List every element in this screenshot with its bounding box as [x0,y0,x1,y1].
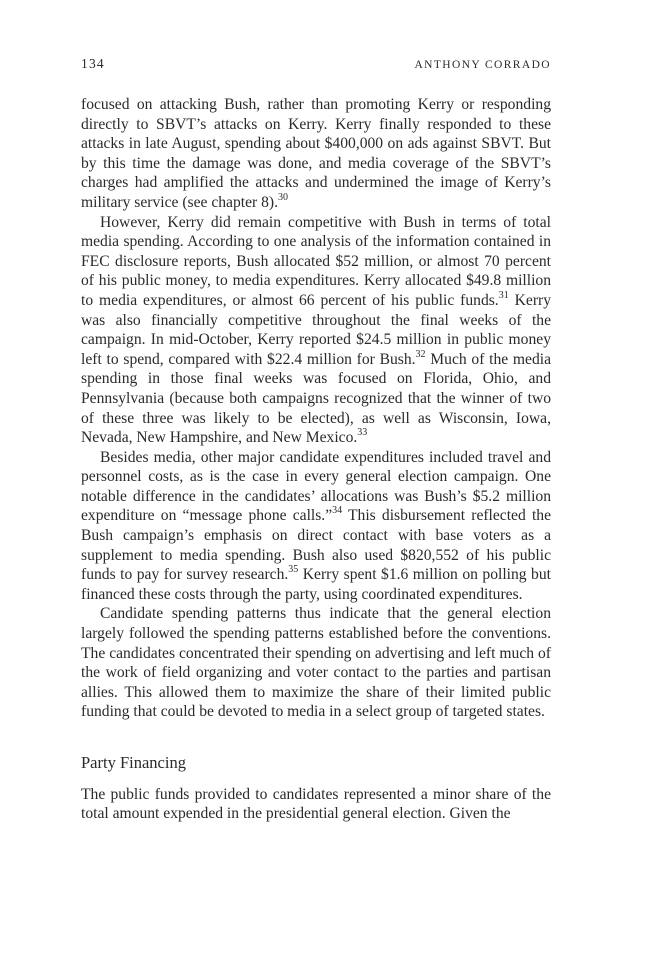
paragraph-2: However, Kerry did remain competitive with Bush in terms of total media spending. According to one analysis of the information contained in FEC disclosure reports, Bush allocated $52 million, or almost 70 percent of his public money, to media expenditures. Kerry allocated $49.8 million to media expenditures, or almost 66 percent of his public funds.$^{31}$ Kerry was also financially competitive throughout the final weeks of the campaign. In mid-October, Kerry reported $24.5 million in public money left to spend, compared with $22.4 million for Bush.$^{32}$ Much of the media spending in those final weeks was focused on Florida, Ohio, and Pennsylvania (because both campaigns recognized that the winner of two of these three was likely to be elected), as well as Wisconsin, Iowa, Nevada, New Hampshire, and New Mexico.$^{33}$ [81,213,552,447]
section-paragraph: The public funds provided to candidates represented a minor share of the total amount expended in the presidential general election. Given the [81,785,551,823]
footnote-ref: 32 [415,348,426,360]
footnote-ref: 30 [278,191,288,203]
paragraph-3: Besides media, other major candidate expenditures included travel and personnel costs, as is the case in every general election campaign. One notable difference in the candidates’ allocations was Bush’s $5.2 million expenditure on “message phone calls.”$^{34}$ This disbursement reflected the Bush campaign’s emphasis on direct contact with base voters as a supplement to media spending. Bush also used $820,552 of his public funds to pay for survey research.$^{35}$ Kerry spent $1.6 million on polling but financed these costs through the party, using coordinated expenditures. [81,448,551,603]
paragraph-4: Candidate spending patterns thus indicate that the general election largely followed the spending patterns established before the conventions. The candidates concentrated their spending on advertising and left much of the work of field organizing and voter contact to the parties and partisan allies. This allowed them to maximize the share of their limited public funding that could be devoted to media in a select group of targeted states. [81,605,551,721]
footnote-ref: 31 [498,289,509,301]
footnote-ref: 33 [357,426,368,438]
section-heading: Party Financing [81,753,186,772]
footnote-ref: 35 [288,564,299,576]
footnote-ref: 34 [332,505,343,517]
paragraph-1: focused on attacking Bush, rather than promoting Kerry or responding directly to SBVT’s attacks on Kerry. Kerry finally responded to these attacks in late August, spending about $400,000 on ads against SBVT. But by this time the damage was done, and media coverage of the SBVT’s charges had amplified the attacks and undermined the image of Kerry’s military service (see chapter 8).$^{30}$ [81,96,551,211]
book-page [81,56,551,824]
running-title: ANTHONY CORRADO [414,59,551,71]
body-text [81,95,551,824]
page-number: 134 [81,56,105,71]
running-head [81,56,551,76]
